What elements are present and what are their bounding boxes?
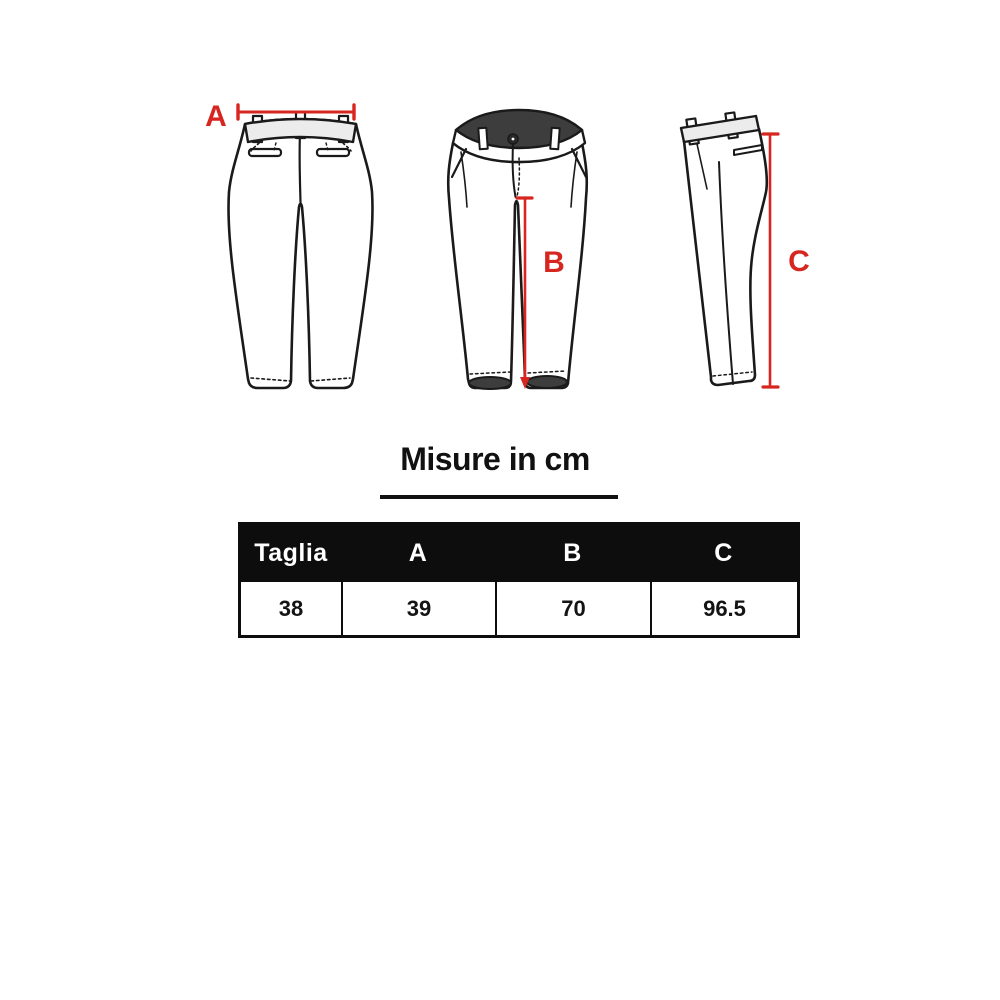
- front-hem-opening: [469, 377, 511, 389]
- size-table-cell-c: 96.5: [650, 582, 797, 635]
- back-pocket: [317, 149, 349, 156]
- back-pocket: [249, 149, 281, 156]
- size-table-header-c: C: [714, 539, 733, 567]
- measurement-label-b: B: [543, 246, 565, 279]
- size-table-header-b: B: [563, 539, 582, 567]
- measurement-label-c: C: [788, 245, 810, 278]
- pants-back-view-drawing: [228, 112, 372, 388]
- pants-front-view-drawing: [448, 110, 587, 389]
- title-underline: [380, 495, 618, 499]
- belt-loop: [550, 128, 559, 150]
- size-table-header-taglia: Taglia: [254, 539, 328, 567]
- pants-side-view-drawing: [681, 112, 767, 385]
- size-table: [238, 522, 800, 638]
- size-table-cell-taglia: 38: [278, 595, 304, 621]
- size-chart-title: Misure in cm: [400, 441, 590, 477]
- pants-measurement-diagram: [0, 0, 1000, 440]
- size-table-cell-b: 70: [495, 582, 650, 635]
- measurement-label-a: A: [205, 100, 227, 133]
- size-table-cell-a: 39: [341, 582, 495, 635]
- belt-loop: [478, 128, 487, 150]
- size-table-header-a: A: [408, 539, 428, 567]
- size-table-data-row: [241, 582, 797, 635]
- front-hem-opening: [527, 376, 567, 388]
- size-table-header-row: [241, 525, 797, 582]
